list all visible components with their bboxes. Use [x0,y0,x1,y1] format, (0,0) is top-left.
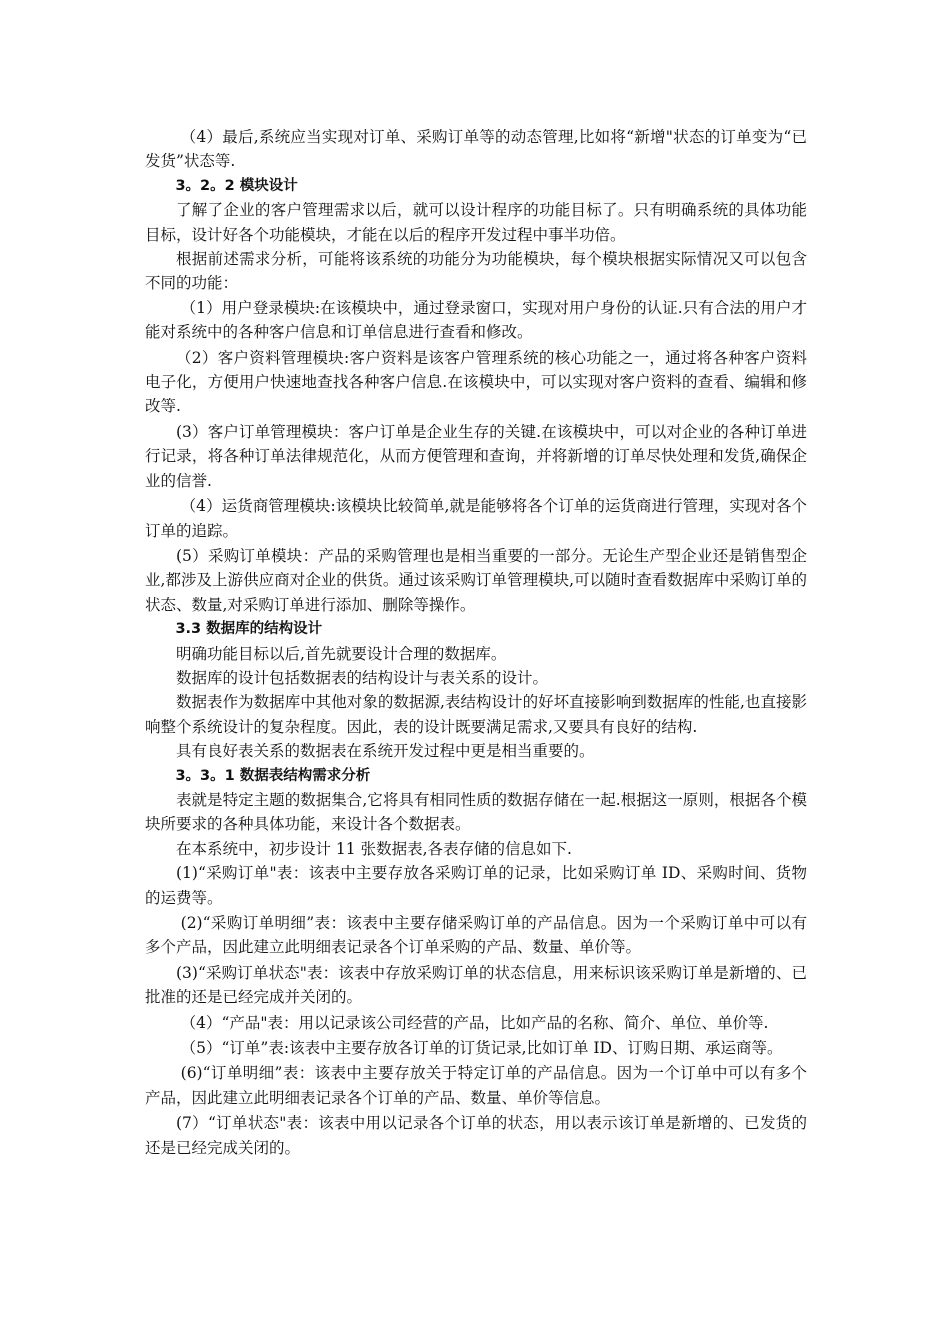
paragraph: (3)“采购订单状态"表：该表中存放采购订单的状态信息，用来标识该采购订单是新增的、已批准的还是已经完成并关闭的。 [145,963,807,1007]
paragraph: (2)“采购订单明细”表：该表中主要存储采购订单的产品信息。因为一个采购订单中可以有多个产品，因此建立此明细表记录各个订单采购的产品、数量、单价等。 [145,914,807,957]
paragraph: (6)“订单明细”表：该表中主要存放关于特定订单的产品信息。因为一个订单中可以有多个产品，因此建立此明细表记录各个订单的产品、数量、单价等信息。 [145,1064,807,1107]
paragraph: （4）运货商管理模块:该模块比较简单,就是能够将各个订单的运货商进行管理，实现对各个订单的追踪。 [145,497,807,540]
paragraph: (1)“采购订单"表：该表中主要存放各采购订单的记录，比如采购订单 ID、采购时间、货物的运费等。 [145,864,807,907]
document-page [145,125,807,1160]
paragraph: （5）“订单”表:该表中主要存放各订单的订货记录,比如订单 ID、订购日期、承运商等。 [180,1039,783,1058]
paragraph: 在本系统中，初步设计 11 张数据表,各表存储的信息如下. [176,839,572,858]
section-heading: 3。3。1 数据表结构需求分析 [175,767,371,784]
paragraph: （4）最后,系统应当实现对订单、采购订单等的动态管理,比如将“新增"状态的订单变为“已发货”状态等. [145,128,807,171]
paragraph: 数据表作为数据库中其他对象的数据源,表结构设计的好坏直接影响到数据库的性能,也直接影响整个系统设计的复杂程度。因此，表的设计既要满足需求,又要具有良好的结构. [145,693,807,736]
paragraph: 具有良好表关系的数据表在系统开发过程中更是相当重要的。 [176,742,595,761]
paragraph: 明确功能目标以后,首先就要设计合理的数据库。 [176,644,507,663]
section-heading: 3.3 数据库的结构设计 [175,621,323,638]
paragraph: 数据库的设计包括数据表的结构设计与表关系的设计。 [176,668,549,687]
paragraph: (3）客户订单管理模块：客户订单是企业生存的关键.在该模块中，可以对企业的各种订单进行记录，将各种订单法律规范化，从而方便管理和查询，并将新增的订单尽快处理和发货,确保企业的信誉. [145,422,807,490]
paragraph: (5）采购订单模块：产品的采购管理也是相当重要的一部分。无论生产型企业还是销售型企业,都涉及上游供应商对企业的供货。通过该采购订单管理模块,可以随时查看数据库中采购订单的状态、数量,对采购订单进行添加、删除等操作。 [145,546,807,614]
paragraph: （4）“产品"表：用以记录该公司经营的产品，比如产品的名称、简介、单位、单价等. [180,1013,769,1032]
paragraph: 表就是特定主题的数据集合,它将具有相同性质的数据存储在一起.根据这一原则，根据各个模块所要求的各种具体功能，来设计各个数据表。 [145,790,807,834]
paragraph: （2）客户资料管理模块:客户资料是该客户管理系统的核心功能之一，通过将各种客户资料电子化，方便用户快速地查找各种客户信息.在该模块中，可以实现对客户资料的查看、编辑和修改等. [145,348,807,416]
paragraph: （1）用户登录模块:在该模块中，通过登录窗口，实现对用户身份的认证.只有合法的用户才能对系统中的各种客户信息和订单信息进行查看和修改。 [145,298,807,342]
section-heading: 3。2。2 模块设计 [175,177,298,194]
paragraph: 根据前述需求分析，可能将该系统的功能分为功能模块，每个模块根据实际情况又可以包含不同的功能： [145,250,807,293]
paragraph: 了解了企业的客户管理需求以后，就可以设计程序的功能目标了。只有明确系统的具体功能目标，设计好各个功能模块，才能在以后的程序开发过程中事半功倍。 [145,201,807,244]
paragraph: (7）“订单状态"表：该表中用以记录各个订单的状态，用以表示该订单是新增的、已发货的还是已经完成关闭的。 [145,1114,807,1157]
